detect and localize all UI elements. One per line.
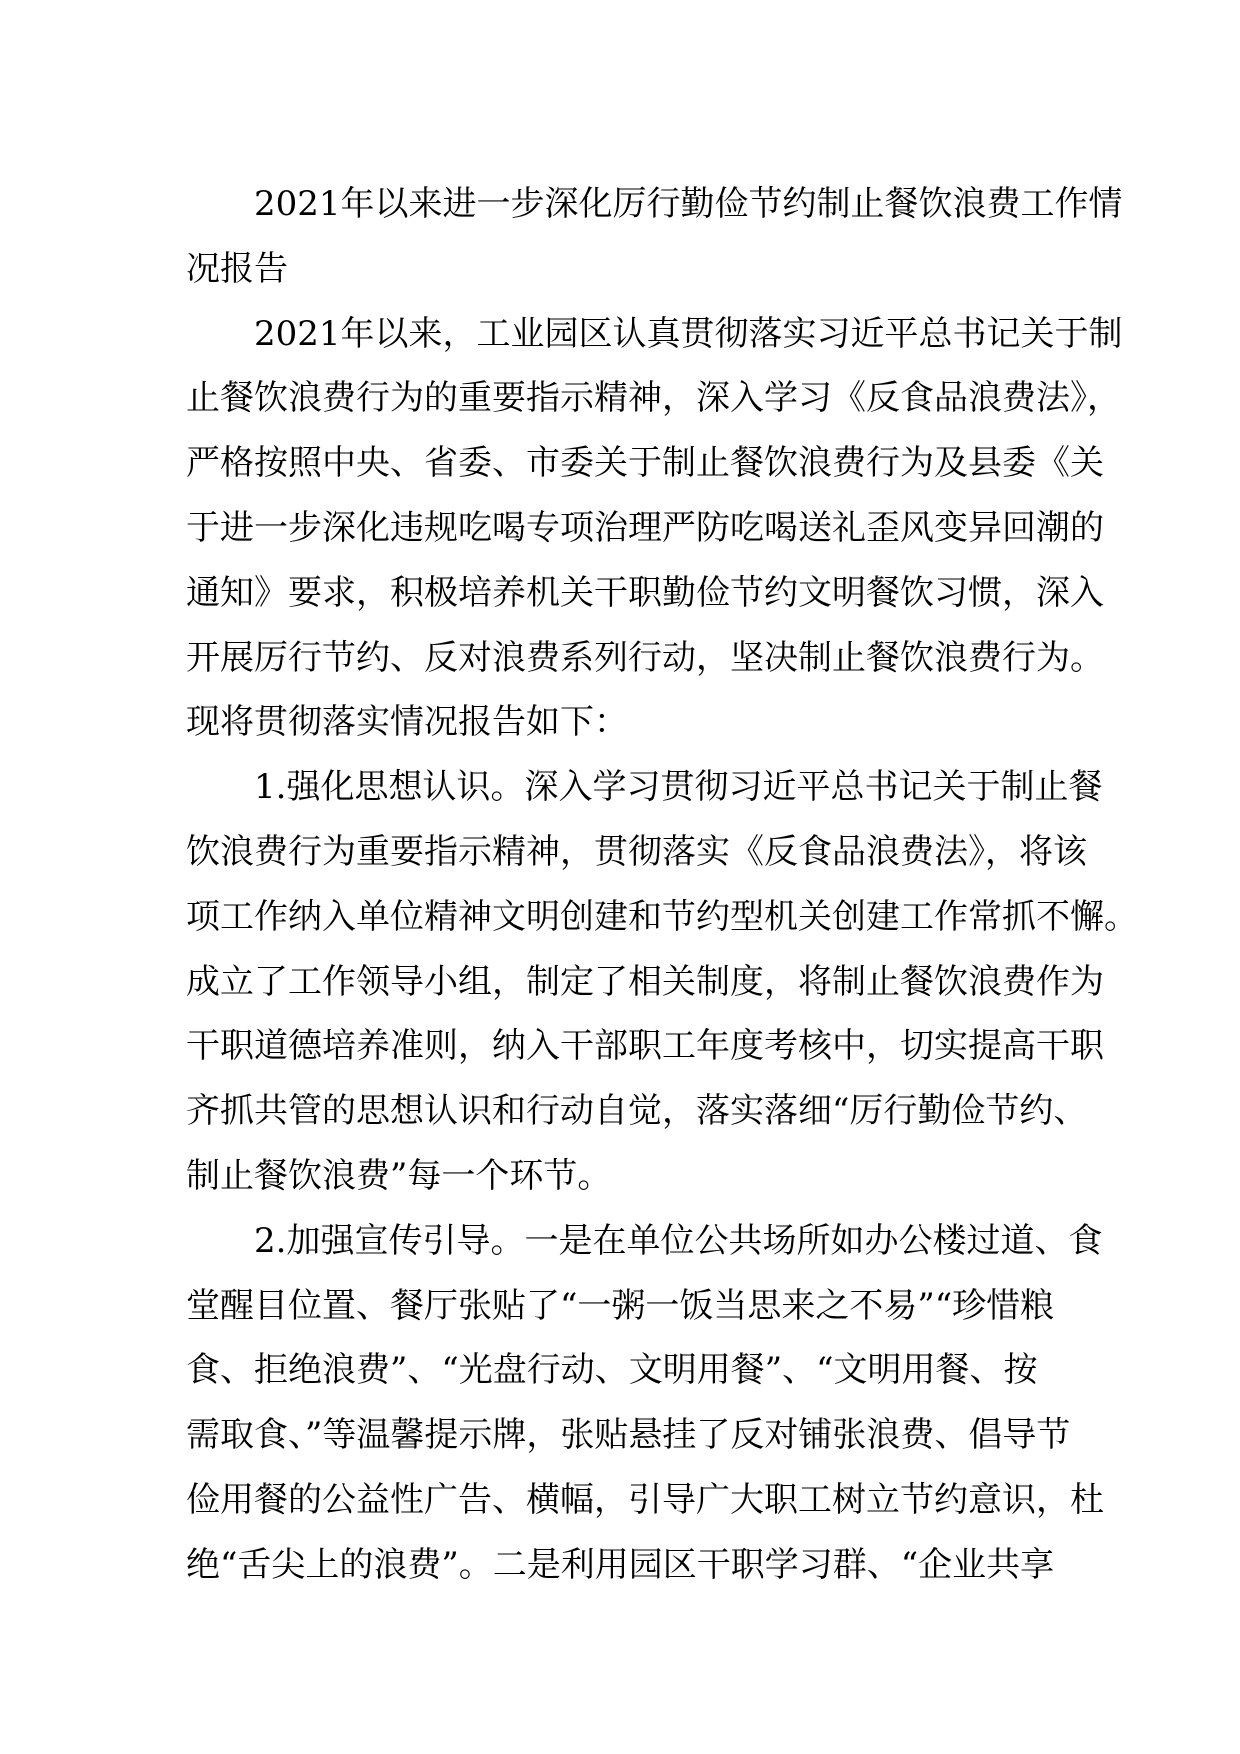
- section-2-paragraph-line: 食、拒绝浪费”、“光盘行动、文明用餐”、“文明用餐、按: [186, 1350, 1038, 1391]
- intro-paragraph-line: 于进一步深化违规吃喝专项治理严防吃喝送礼歪风变异回潮的: [186, 507, 1104, 548]
- intro-paragraph-line: 开展厉行节约、反对浪费系列行动，坚决制止餐饮浪费行为。: [186, 637, 1104, 678]
- report-title-line-2: 况报告: [186, 248, 288, 289]
- report-title-line-1: 2021年以来进一步深化厉行勤俭节约制止餐饮浪费工作情: [254, 184, 1123, 224]
- section-1-paragraph-line: 1.强化思想认识。深入学习贯彻习近平总书记关于制止餐: [254, 767, 1103, 808]
- intro-paragraph-line: 止餐饮浪费行为的重要指示精神，深入学习《反食品浪费法》，: [186, 378, 1121, 419]
- section-2-paragraph-line: 俭用餐的公益性广告、横幅，引导广大职工树立节约意识，杜: [186, 1479, 1104, 1520]
- intro-paragraph-line: 2021年以来，工业园区认真贯彻落实习近平总书记关于制: [254, 313, 1123, 354]
- section-2-paragraph-line: 绝“舌尖上的浪费”。二是利用园区干职学习群、“企业共享: [186, 1544, 1055, 1585]
- section-2-paragraph-line: 需取食、”等温馨提示牌，张贴悬挂了反对铺张浪费、倡导节: [186, 1415, 1071, 1456]
- section-1-paragraph-line: 干职道德培养准则，纳入干部职工年度考核中，切实提高干职: [186, 1026, 1104, 1067]
- intro-paragraph-line: 现将贯彻落实情况报告如下：: [186, 702, 628, 743]
- section-1-paragraph-line: 项工作纳入单位精神文明创建和节约型机关创建工作常抓不懈。: [186, 896, 1138, 937]
- section-1-paragraph-line: 齐抓共管的思想认识和行动自觉，落实落细“厉行勤俭节约、: [186, 1091, 1088, 1132]
- section-2-paragraph-line: 堂醒目位置、餐厅张贴了“一粥一饭当思来之不易”“珍惜粮: [186, 1285, 1055, 1326]
- section-1-paragraph-line: 饮浪费行为重要指示精神，贯彻落实《反食品浪费法》，将该: [186, 831, 1087, 872]
- document-body: [186, 172, 1138, 1598]
- section-1-paragraph-line: 成立了工作领导小组，制定了相关制度，将制止餐饮浪费作为: [186, 961, 1104, 1002]
- intro-paragraph-line: 通知》要求，积极培养机关干职勤俭节约文明餐饮习惯，深入: [186, 572, 1104, 613]
- intro-paragraph-line: 严格按照中央、省委、市委关于制止餐饮浪费行为及县委《关: [186, 443, 1104, 484]
- section-2-paragraph-line: 2.加强宣传引导。一是在单位公共场所如办公楼过道、食: [254, 1220, 1103, 1261]
- section-1-paragraph-line: 制止餐饮浪费”每一个环节。: [186, 1155, 612, 1196]
